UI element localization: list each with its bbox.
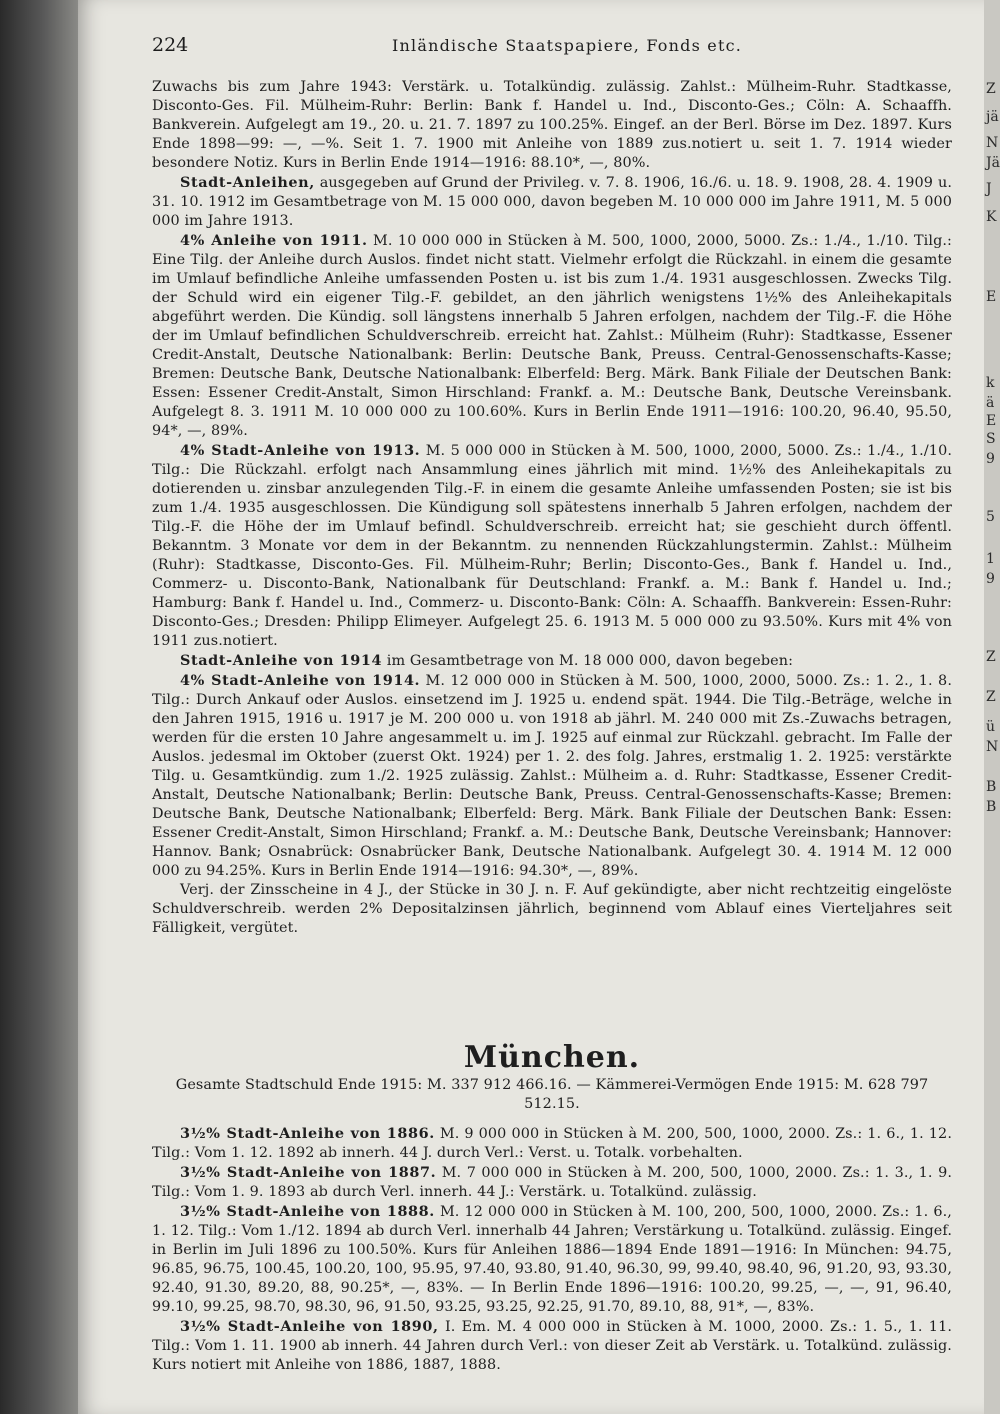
edge-glyph: B xyxy=(986,779,997,795)
paragraph-stadtschuld: Gesamte Stadtschuld Ende 1915: M. 337 912 466.16. — Kämmerei-Vermögen Ende 1915: M. 628 797 512.15. xyxy=(175,1077,929,1112)
entry-text: M. 7 000 000 in Stücken à M. 200, 500, 1000, 2000. Zs.: 1. 3., 1. 9. Tilg.: Vom 1. 9. 1893 ab durch Verl. innerh. 44 J.: Verstärk. u. Totalkünd. zulässig. xyxy=(152,1165,952,1200)
page-number: 224 xyxy=(152,34,189,56)
entry-title: 3½% Stadt-Anleihe von 1890, xyxy=(180,1318,439,1335)
paragraph-anleihe-1914 xyxy=(152,671,952,881)
edge-glyph: B xyxy=(986,799,997,815)
edge-glyph: J xyxy=(986,181,992,197)
running-title: Inländische Staatspapiere, Fonds etc. xyxy=(392,36,743,55)
book-spine-shadow xyxy=(0,0,78,1414)
paragraph-anleihe-1914-head xyxy=(152,651,952,671)
edge-glyph: ä xyxy=(986,395,995,411)
edge-glyph: 9 xyxy=(986,451,995,467)
paragraph-anleihe-1886 xyxy=(152,1124,952,1163)
entry-title: 3½% Stadt-Anleihe von 1888. xyxy=(180,1203,435,1220)
edge-glyph: Z xyxy=(986,689,996,705)
entry-text: ausgegeben auf Grund der Privileg. v. 7. 8. 1906, 16./6. u. 18. 9. 1908, 28. 4. 1909 u. 31. 10. 1912 im Gesamtbetrage von M. 15 000 000, davon begeben M. 10 000 000 im Jahre 1911, M. 5 000 000 im Jahre 1913. xyxy=(152,175,952,229)
edge-glyph: Z xyxy=(986,649,996,665)
edge-glyph: 1 xyxy=(986,551,995,567)
edge-glyph: Z xyxy=(986,81,996,97)
edge-glyph: k xyxy=(986,375,995,391)
paragraph-anleihe-1911 xyxy=(152,231,952,441)
edge-glyph: E xyxy=(986,289,997,305)
entry-text: M. 5 000 000 in Stücken à M. 500, 1000, 2000, 5000. Zs.: 1./4., 1./10. Tilg.: Die Rückzahl. erfolgt nach Ansammlung eines jährlich mit mind. 1½% des Anleihekapitals zu dotierenden u. zinsbar anzulegenden Tilg.-F. in einem die gesamte Anleihe umfassenden Posten; sie ist bis zum 1./4. 1935 ausgeschlossen. Die Kündigung soll spätestens innerhalb 5 Jahren erfolgen, nachdem der Tilg.-F. die Höhe der im Umlauf befindl. Schuldverschreib. erreicht hat; sie geschieht durch öffentl. Bekanntm. 3 Monate vor dem in der Bekanntm. zu nennenden Rückzahlungstermin. Zahlst.: Mülheim (Ruhr): Stadtkasse, Disconto-Ges. Fil. Mülheim-Ruhr; Berlin; Disconto-Ges., Bank f. Handel u. Ind., Commerz- u. Disconto-Bank, Nationalbank für Deutschland: Frankf. a. M.: Bank f. Handel u. Ind.; Hamburg: Bank f. Handel u. Ind., Commerz- u. Disconto-Bank: Cöln: A. Schaaffh. Bankverein: Essen-Ruhr: Disconto-Ges.; Dresden: Philipp Elimeyer. Aufgelegt 25. 6. 1913 M. 5 000 000 zu 93.50%. Kurs mit 4% von 1911 zus.notiert. xyxy=(152,443,952,649)
edge-glyph: 9 xyxy=(986,571,995,587)
edge-glyph: N xyxy=(986,739,999,755)
paragraph-anleihe-1888 xyxy=(152,1202,952,1317)
section-muelheim xyxy=(152,78,952,938)
entry-title: 4% Stadt-Anleihe von 1913. xyxy=(180,442,421,459)
edge-glyph: N xyxy=(986,135,999,151)
edge-glyph: jä xyxy=(986,109,999,125)
paragraph-anleihe-1913 xyxy=(152,441,952,651)
entry-text: im Gesamtbetrage von M. 18 000 000, davon begeben: xyxy=(386,653,794,669)
entry-text: M. 12 000 000 in Stücken à M. 100, 200, 500, 1000, 2000. Zs.: 1. 6., 1. 12. Tilg.: Vom 1./12. 1894 ab durch Verl. innerhalb 44 Jahren; Verstärkung u. Totalkünd. zulässig. Eingef. in Berlin im Juli 1896 zu 100.50%. Kurs für Anleihen 1886—1894 Ende 1891—1916: In München: 94.75, 96.85, 96.75, 100.45, 100.20, 100, 95.95, 97.40, 93.80, 91.40, 96.30, 99, 99.40, 98.40, 96, 91.20, 93, 93.30, 92.40, 91.30, 89.20, 88, 90.25*, —, 83%. — In Berlin Ende 1896—1916: 100.20, 99.25, —, —, 91, 96.40, 99.10, 99.25, 98.70, 98.30, 96, 91.50, 93.25, 93.25, 92.25, 91.70, 89.10, 88, 91*, —, 83%. xyxy=(152,1204,952,1315)
entry-title: Stadt-Anleihen, xyxy=(180,174,315,191)
paragraph-verjaehrung: Verj. der Zinsscheine in 4 J., der Stücke in 30 J. n. F. Auf gekündigte, aber nicht rechtzeitig eingelöste Schuldverschreib. werden 2% Depositalzinsen jährlich, beginnend vom Ablauf eines Vierteljahres seit Fälligkeit, vergütet. xyxy=(152,882,952,936)
facing-page-edge xyxy=(984,0,1000,1414)
paragraph-anleihe-1887 xyxy=(152,1163,952,1202)
entry-text: M. 10 000 000 in Stücken à M. 500, 1000, 2000, 5000. Zs.: 1./4., 1./10. Tilg.: Eine Tilg. der Anleihe durch Auslos. findet nicht statt. Vielmehr erfolgt die Rückzahl. in einem die gesamte im Umlauf befindliche Anleihe umfassenden Posten u. ist bis zum 1./4. 1931 ausgeschlossen. Zwecks Tilg. der Schuld wird ein eigener Tilg.-F. gebildet, an den jährlich wenigstens 1½% des Anleihekapitals abgeführt werden. Die Kündig. soll längstens innerhalb 5 Jahren erfolgen, nachdem der Tilg.-F. die Höhe der im Umlauf befindlichen Schuldverschreib. erreicht hat. Zahlst.: Mülheim (Ruhr): Stadtkasse, Essener Credit-Anstalt, Deutsche Nationalbank: Berlin: Deutsche Bank, Preuss. Central-Genossenschafts-Kasse; Bremen: Deutsche Bank, Deutsche Nationalbank: Elberfeld: Berg. Märk. Bank Filiale der Deutschen Bank: Essen: Essener Credit-Anstalt, Simon Hirschland: Frankf. a. M.: Deutsche Bank, Deutsche Vereinsbank. Aufgelegt 8. 3. 1911 M. 10 000 000 zu 100.60%. Kurs in Berlin Ende 1911—1916: 100.20, 96.40, 95.50, 94*, —, 89%. xyxy=(152,233,952,439)
edge-glyph: K xyxy=(986,209,997,225)
spacer xyxy=(152,1114,952,1124)
entry-title: Stadt-Anleihe von 1914 xyxy=(180,652,383,669)
paragraph-intro: Zuwachs bis zum Jahre 1943: Verstärk. u. Totalkündig. zulässig. Zahlst.: Mülheim-Ruhr. Stadtkasse, Disconto-Ges. Fil. Mülheim-Ruhr: Berlin: Bank f. Handel u. Ind., Disconto-Ges.; Cöln: A. Schaaffh. Bankverein. Aufgelegt am 19., 20. u. 21. 7. 1897 zu 100.25%. Eingef. an der Berl. Börse im Dez. 1897. Kurs Ende 1898—99: —, —%. Seit 1. 7. 1900 mit Anleihe von 1889 zus.notiert u. seit 1. 7. 1914 wieder besondere Notiz. Kurs in Berlin Ende 1914—1916: 88.10*, —, 80%. xyxy=(152,79,952,171)
section-muenchen xyxy=(152,1076,952,1375)
entry-title: 3½% Stadt-Anleihe von 1887. xyxy=(180,1164,437,1181)
entry-title: 4% Stadt-Anleihe von 1914. xyxy=(180,672,421,689)
section-heading-muenchen: München. xyxy=(463,1040,641,1075)
entry-text: I. Em. M. 4 000 000 in Stücken à M. 1000, 2000. Zs.: 1. 5., 1. 11. Tilg.: Vom 1. 11. 1900 ab innerh. 44 Jahren durch Verl.: von dieser Zeit ab Verstärk. u. Totalkünd. zulässig. Kurs notiert mit Anleihe von 1886, 1887, 1888. xyxy=(152,1319,952,1373)
entry-title: 3½% Stadt-Anleihe von 1886. xyxy=(180,1125,435,1142)
paragraph-anleihe-1890 xyxy=(152,1317,952,1375)
edge-glyph: E xyxy=(986,413,997,429)
edge-glyph: ü xyxy=(986,719,996,735)
entry-title: 4% Anleihe von 1911. xyxy=(180,232,368,249)
edge-glyph: Jä xyxy=(986,155,1000,171)
entry-text: M. 9 000 000 in Stücken à M. 200, 500, 1000, 2000. Zs.: 1. 6., 1. 12. Tilg.: Vom 1. 12. 1892 ab innerh. 44 J. durch Verl.: Verst. u. Totalk. vorbehalten. xyxy=(152,1126,952,1161)
entry-text: M. 12 000 000 in Stücken à M. 500, 1000, 2000, 5000. Zs.: 1. 2., 1. 8. Tilg.: Durch Ankauf oder Auslos. einsetzend im J. 1925 u. endend spät. 1944. Die Tilg.-Beträge, welche in den Jahren 1915, 1916 u. 1917 je M. 200 000 u. von 1918 ab jährl. M. 240 000 mit Zs.-Zuwachs betragen, werden für die ersten 10 Jahre angesammelt u. im J. 1925 auf einmal zur Rückzahl. gebracht. Im Falle der Auslos. jedesmal im Oktober (zuerst Okt. 1924) per 1. 2. des folg. Jahres, erstmalig 1. 2. 1925: verstärkte Tilg. u. Gesamtkündig. zum 1./2. 1925 zulässig. Zahlst.: Mülheim a. d. Ruhr: Stadtkasse, Essener Credit-Anstalt, Deutsche Nationalbank; Berlin: Deutsche Bank, Preuss. Central-Genossenschafts-Kasse; Bremen: Deutsche Bank, Deutsche Nationalbank; Elberfeld: Berg. Märk. Bank Filiale der Deutschen Bank: Essen: Essener Credit-Anstalt, Simon Hirschland; Frankf. a. M.: Deutsche Bank, Deutsche Vereinsbank; Hannover: Hannov. Bank; Osnabrück: Osnabrücker Bank, Deutsche Nationalbank. Aufgelegt 30. 4. 1914 M. 12 000 000 zu 94.25%. Kurs in Berlin Ende 1914—1916: 94.30*, —, 89%. xyxy=(152,673,952,879)
paragraph-stadt-anleihen xyxy=(152,173,952,231)
edge-glyph: 5 xyxy=(986,509,995,525)
edge-glyph: S xyxy=(986,431,996,447)
page-header xyxy=(152,34,952,58)
